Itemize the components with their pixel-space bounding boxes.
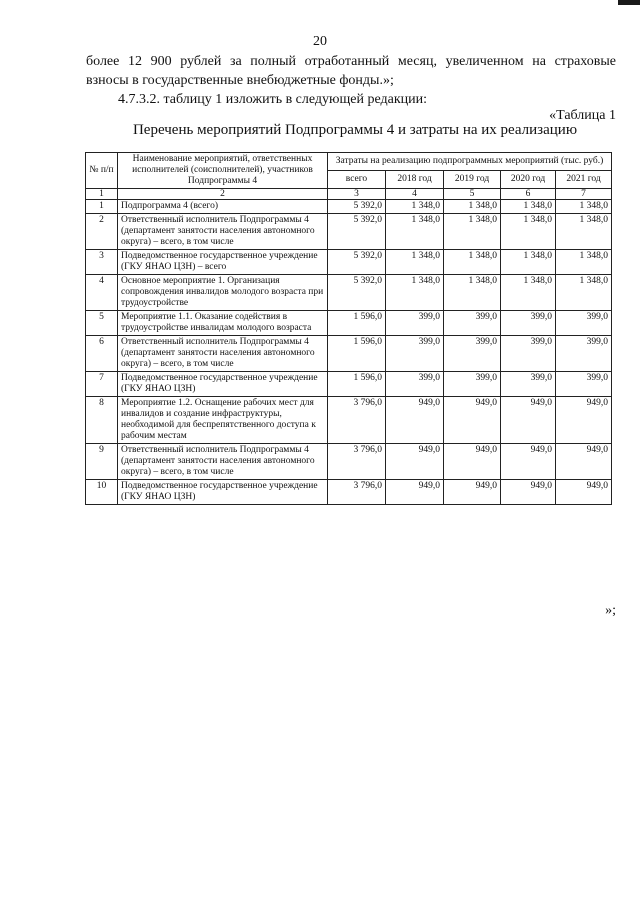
row-value: 1 348,0	[386, 200, 444, 214]
row-name: Подпрограмма 4 (всего)	[118, 200, 328, 214]
table-row	[86, 480, 612, 505]
row-value: 5 392,0	[328, 214, 386, 250]
row-value: 949,0	[556, 480, 612, 505]
column-index: 6	[501, 189, 556, 200]
row-value: 399,0	[444, 372, 501, 397]
row-value: 1 596,0	[328, 311, 386, 336]
row-value: 399,0	[386, 311, 444, 336]
row-value: 399,0	[556, 372, 612, 397]
header-year-2021: 2021 год	[556, 171, 612, 189]
row-number: 3	[86, 250, 118, 275]
column-index: 7	[556, 189, 612, 200]
row-name: Мероприятие 1.2. Оснащение рабочих мест для инвалидов и создание инфраструктуры, необходимой для беспрепятственного доступа к рабочим местам	[118, 397, 328, 444]
row-value: 1 348,0	[501, 250, 556, 275]
row-number: 6	[86, 336, 118, 372]
row-number: 2	[86, 214, 118, 250]
row-name: Ответственный исполнитель Подпрограммы 4 (департамент занятости населения автономного округа) – всего, в том числе	[118, 336, 328, 372]
row-name: Ответственный исполнитель Подпрограммы 4 (департамент занятости населения автономного округа) – всего, в том числе	[118, 214, 328, 250]
row-number: 10	[86, 480, 118, 505]
row-value: 1 348,0	[501, 200, 556, 214]
paragraph-line-2: взносы в государственные внебюджетные фонды.»;	[86, 73, 394, 88]
row-value: 399,0	[444, 311, 501, 336]
column-index-row	[86, 189, 612, 200]
row-value: 399,0	[444, 336, 501, 372]
column-index: 2	[118, 189, 328, 200]
table-row	[86, 311, 612, 336]
row-value: 949,0	[386, 444, 444, 480]
row-name: Подведомственное государственное учреждение (ГКУ ЯНАО ЦЗН)	[118, 480, 328, 505]
row-value: 1 348,0	[386, 275, 444, 311]
row-value: 1 348,0	[556, 250, 612, 275]
column-index: 3	[328, 189, 386, 200]
row-value: 949,0	[501, 480, 556, 505]
row-number: 8	[86, 397, 118, 444]
row-number: 9	[86, 444, 118, 480]
row-name: Основное мероприятие 1. Организация сопровождения инвалидов молодого возраста при трудоустройстве	[118, 275, 328, 311]
row-value: 949,0	[501, 444, 556, 480]
row-value: 399,0	[556, 311, 612, 336]
table-row	[86, 397, 612, 444]
expenses-table	[85, 152, 612, 505]
row-name: Мероприятие 1.1. Оказание содействия в трудоустройстве инвалидам молодого возраста	[118, 311, 328, 336]
row-name: Подведомственное государственное учреждение (ГКУ ЯНАО ЦЗН)	[118, 372, 328, 397]
row-value: 399,0	[501, 336, 556, 372]
table-caption: «Таблица 1	[549, 108, 616, 123]
row-value: 1 596,0	[328, 336, 386, 372]
row-value: 1 348,0	[556, 200, 612, 214]
row-value: 1 348,0	[386, 214, 444, 250]
row-value: 1 596,0	[328, 372, 386, 397]
row-value: 3 796,0	[328, 444, 386, 480]
row-number: 7	[86, 372, 118, 397]
row-value: 5 392,0	[328, 275, 386, 311]
row-value: 5 392,0	[328, 250, 386, 275]
row-value: 949,0	[444, 480, 501, 505]
table-row	[86, 444, 612, 480]
paragraph-line-1: более 12 900 рублей за полный отработанный месяц, увеличенном на страховые	[86, 54, 616, 69]
paragraph-amendment: 4.7.3.2. таблицу 1 изложить в следующей редакции:	[118, 92, 428, 107]
row-name: Подведомственное государственное учреждение (ГКУ ЯНАО ЦЗН) – всего	[118, 250, 328, 275]
row-value: 949,0	[386, 480, 444, 505]
header-year-2019: 2019 год	[444, 171, 501, 189]
row-value: 1 348,0	[444, 214, 501, 250]
row-value: 1 348,0	[444, 200, 501, 214]
row-value: 399,0	[501, 311, 556, 336]
row-value: 1 348,0	[386, 250, 444, 275]
row-value: 1 348,0	[501, 275, 556, 311]
scan-corner-mark	[618, 0, 640, 5]
header-year-2018: 2018 год	[386, 171, 444, 189]
header-costs: Затраты на реализацию подпрограммных мероприятий (тыс. руб.)	[328, 153, 612, 171]
row-number: 1	[86, 200, 118, 214]
row-value: 3 796,0	[328, 397, 386, 444]
column-index: 1	[86, 189, 118, 200]
row-value: 1 348,0	[556, 275, 612, 311]
row-value: 399,0	[386, 336, 444, 372]
table-row	[86, 336, 612, 372]
row-value: 399,0	[501, 372, 556, 397]
row-value: 1 348,0	[444, 275, 501, 311]
header-name: Наименование мероприятий, ответственных исполнителей (соисполнителей), участников Подпрограммы 4	[118, 153, 328, 189]
row-value: 949,0	[386, 397, 444, 444]
row-name: Ответственный исполнитель Подпрограммы 4 (департамент занятости населения автономного округа) – всего, в том числе	[118, 444, 328, 480]
header-number: № п/п	[86, 153, 118, 189]
header-year-2020: 2020 год	[501, 171, 556, 189]
column-index: 5	[444, 189, 501, 200]
row-value: 1 348,0	[556, 214, 612, 250]
table-row	[86, 200, 612, 214]
closing-quote: »;	[605, 603, 616, 618]
column-index: 4	[386, 189, 444, 200]
page-number: 20	[313, 34, 327, 49]
row-value: 3 796,0	[328, 480, 386, 505]
row-value: 949,0	[444, 444, 501, 480]
table-row	[86, 275, 612, 311]
header-year-total: всего	[328, 171, 386, 189]
row-value: 1 348,0	[501, 214, 556, 250]
row-value: 399,0	[556, 336, 612, 372]
row-value: 949,0	[556, 444, 612, 480]
row-value: 949,0	[444, 397, 501, 444]
table-row	[86, 214, 612, 250]
table-title: Перечень мероприятий Подпрограммы 4 и затраты на их реализацию	[132, 122, 578, 138]
table-row	[86, 372, 612, 397]
row-number: 5	[86, 311, 118, 336]
row-value: 949,0	[501, 397, 556, 444]
row-value: 5 392,0	[328, 200, 386, 214]
row-value: 1 348,0	[444, 250, 501, 275]
row-number: 4	[86, 275, 118, 311]
row-value: 399,0	[386, 372, 444, 397]
table-row	[86, 250, 612, 275]
row-value: 949,0	[556, 397, 612, 444]
